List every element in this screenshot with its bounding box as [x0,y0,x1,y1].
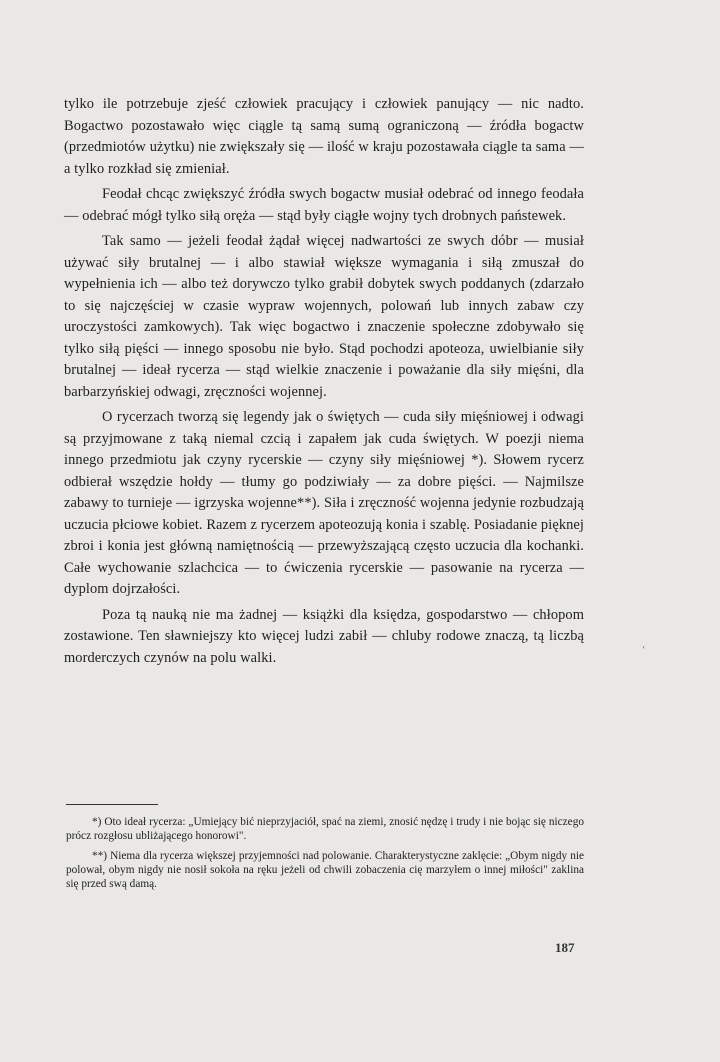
paragraph-2: Feodał chcąc zwiększyć źródła swych bogactw musiał odebrać od innego feodała — odebrać mógł tylko siłą oręża — stąd były ciągłe wojny tych drobnych państewek. [64,186,584,224]
footnote-1: *) Oto ideał rycerza: „Umiejący bić nieprzyjaciół, spać na ziemi, znosić nędzę i trudy i nie bojąc się niczego prócz rozgłosu ubliżającego honorowi". [66,816,584,842]
margin-speck: ‘ [642,645,646,656]
paragraph-1: tylko ile potrzebuje zjeść człowiek pracujący i człowiek panujący — nic nadto. Bogactwo pozostawało więc ciągle tą samą sumą ograniczoną — źródła bogactw (przedmiotów użytku) nie zwiększały się — ilość w kraju pozostawała ciągle ta sama — a tylko rozkład się zmieniał. [64,96,584,177]
footnote-2: **) Niema dla rycerza większej przyjemności nad polowanie. Charakterystyczne zaklęcie: „Obym nigdy nie polował, obym nigdy nie nosił sokoła na ręku jeżeli od chwili zobaczenia cię marzyłem o innej miłości" zaklina się przed swą damą. [66,850,584,890]
paragraph-3: Tak samo — jeżeli feodał żądał więcej nadwartości ze swych dóbr — musiał używać siły brutalnej — i albo stawiał większe wymagania i siłą zmuszał do wypełnienia ich — albo też dorywczo tylko grabił dobytek swych poddanych (zdarzało to się najczęściej w czasie wypraw wojennych, polowań lub innych zabaw czy uroczystości zamkowych). Tak więc bogactwo i znaczenie społeczne zdobywało się tylko siłą pięści — innego sposobu nie było. Stąd pochodzi apoteoza, uwielbianie siły brutalnej — ideał rycerza — stąd wielkie znaczenie i poważanie dla siły mięśni, dla barbarzyńskiej odwagi, zręczności wojennej. [64,233,584,400]
footnote-divider [66,804,158,805]
paragraph-5: Poza tą nauką nie ma żadnej — książki dla księdza, gospodarstwo — chłopom zostawione. Ten sławniejszy kto więcej ludzi zabił — chluby rodowe znaczą, tą liczbą morderczych czynów na polu walki. [64,606,584,666]
page-number: 187 [555,940,575,955]
main-text [64,94,584,669]
paragraph-4: O rycerzach tworzą się legendy jak o świętych — cuda siły mięśniowej i odwagi są przyjmowane z taką niemal czcią i zapałem jak cuda świętych. W poezji niema innego przedmiotu jak czyny rycerskie — czyny siły mięśniowej *). Słowem rycerz odbierał wszędzie hołdy — tłumy go podziwiały — za dobre pięści. — Najmilsze zabawy to turnieje — igrzyska wojenne**). Siła i zręczność wojenna jedynie rozbudzają uczucia płciowe kobiet. Razem z rycerzem apoteozują konia i szablę. Posiadanie pięknej zbroi i konia jest główną namiętnością — przewyższającą często uczucia dla kochanki. Całe wychowanie szlachcica — to ćwiczenia rycerskie — pasowanie na rycerza — dyplom dojrzałości. [64,409,584,597]
footnotes [66,815,584,897]
